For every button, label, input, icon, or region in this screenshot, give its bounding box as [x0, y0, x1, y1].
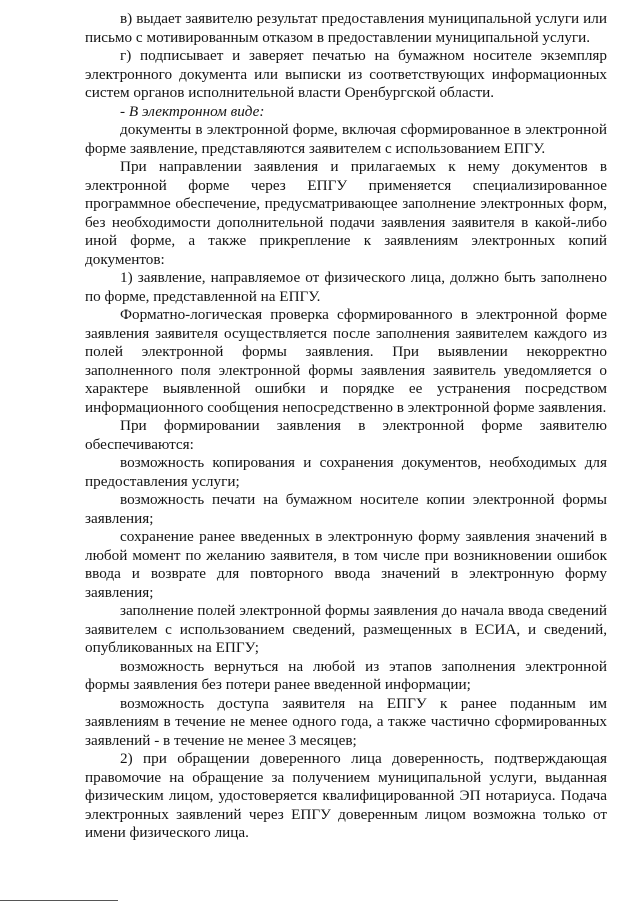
list-item-save-values: сохранение ранее введенных в электронную форму заявления значений в любой момент по желанию заявителя, в том числе при возникновении ошибок ввода и возврате для повторного ввода значений в электронную форму заявления; — [85, 528, 607, 601]
list-item-access-history: возможность доступа заявителя на ЕПГУ к ранее поданным им заявлениям в течение не менее одного года, а также частично сформированных заявлений - в течение не менее 3 месяцев; — [85, 694, 607, 749]
paragraph-v-issue-result: в) выдает заявителю результат предоставления муниципальной услуги или письмо с мотивированным отказом в предоставлении муниципальной услуги. — [85, 10, 607, 46]
list-item-print: возможность печати на бумажном носителе копии электронной формы заявления; — [85, 491, 607, 527]
document-body — [85, 10, 607, 843]
paragraph-item-2-proxy: 2) при обращении доверенного лица доверенность, подтверждающая правомочие на обращение за получением муниципальной услуги, выданная физическим лицом, удостоверяется квалифицированной ЭП нотариуса. Подача электронных заявлений через ЕПГУ доверенным лицом возможна только от имени физического лица. — [85, 750, 607, 841]
paragraph-g-sign-certify: г) подписывает и заверяет печатью на бумажном носителе экземпляр электронного документа или выписки из соответствующих информационных систем органов исполнительной власти Оренбургской области. — [85, 47, 607, 101]
list-item-return-step: возможность вернуться на любой из этапов заполнения электронной формы заявления без потери ранее введенной информации; — [85, 657, 607, 693]
list-item-prefill-esia: заполнение полей электронной формы заявления до начала ввода сведений заявителем с использованием сведений, размещенных в ЕСИА, и сведений, опубликованных на ЕПГУ; — [85, 602, 607, 656]
paragraph-provisions-intro: При формировании заявления в электронной форме заявителю обеспечиваются: — [85, 417, 607, 453]
subheading-electronic-form: - В электронном виде: — [120, 102, 265, 120]
footnote-separator-line — [0, 900, 118, 901]
list-item-copy-save: возможность копирования и сохранения документов, необходимых для предоставления услуги; — [85, 454, 607, 490]
paragraph-electronic-documents: документы в электронной форме, включая сформированное в электронной форме заявление, представляются заявителем с использованием ЕПГУ. — [85, 121, 607, 157]
paragraph-software-submission: При направлении заявления и прилагаемых к нему документов в электронной форме через ЕПГУ применяется специализированное программное обеспечение, предусматривающее заполнение электронных форм, без необходимости дополнительной подачи заявления заявителя в какой-либо иной форме, а также прикрепление к заявлениям электронных копий документов: — [85, 158, 607, 268]
paragraph-item-1-application: 1) заявление, направляемое от физического лица, должно быть заполнено по форме, представленной на ЕПГУ. — [85, 269, 607, 305]
paragraph-format-logical-check: Форматно-логическая проверка сформированного в электронной форме заявления заявителя осуществляется после заполнения заявителем каждого из полей электронной формы заявления. При выявлении некорректно заполненного поля электронной формы заявления заявитель уведомляется о характере выявленной ошибки и порядке ее устранения посредством информационного сообщения непосредственно в электронной форме заявления. — [85, 306, 607, 416]
